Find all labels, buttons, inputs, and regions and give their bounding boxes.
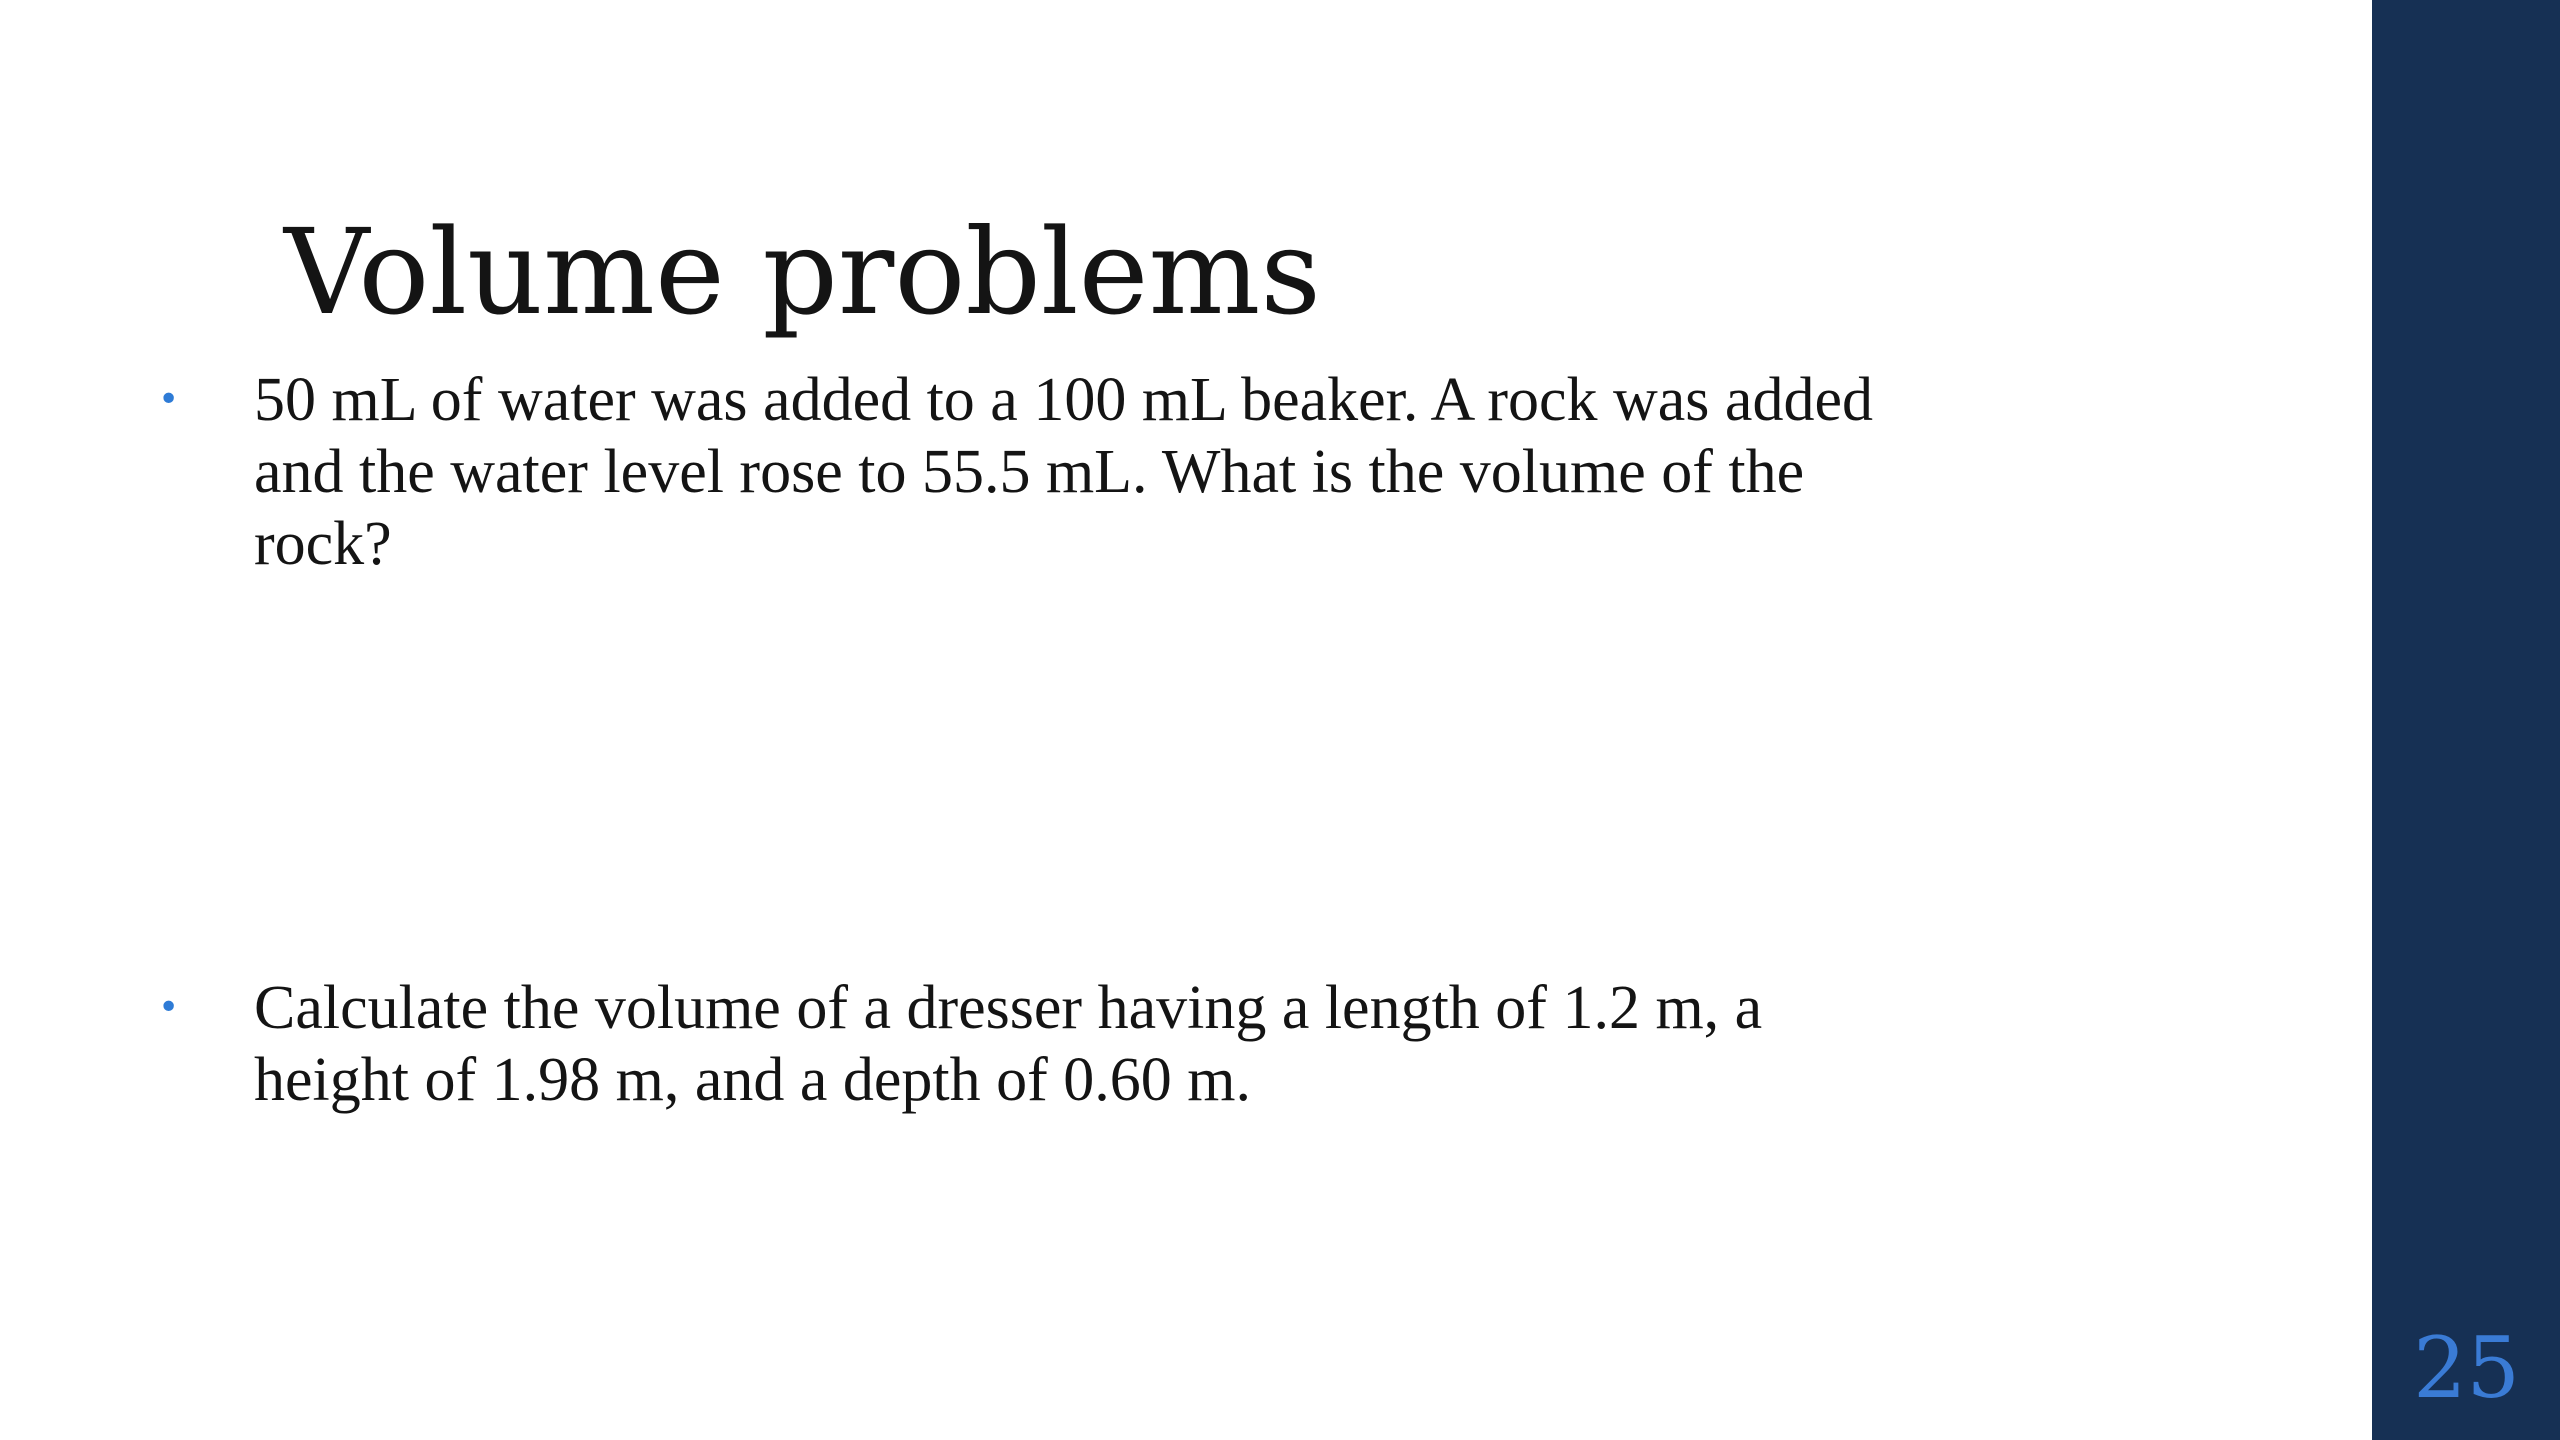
slide-title: Volume problems: [284, 203, 1321, 341]
bullet-item: [150, 972, 1950, 1116]
side-band: [2372, 0, 2560, 1440]
bullet-icon: •: [158, 987, 180, 1028]
bullet-item: [150, 364, 1950, 580]
bullet-icon: •: [158, 379, 180, 420]
bullet-text: 50 mL of water was added to a 100 mL beaker. A rock was added and the water level rose to 55.5 mL. What is the volume of the rock?: [254, 366, 1873, 578]
slide-number: 25: [2413, 1319, 2520, 1417]
bullet-text: Calculate the volume of a dresser having a length of 1.2 m, a height of 1.98 m, and a depth of 0.60 m.: [254, 974, 1763, 1114]
